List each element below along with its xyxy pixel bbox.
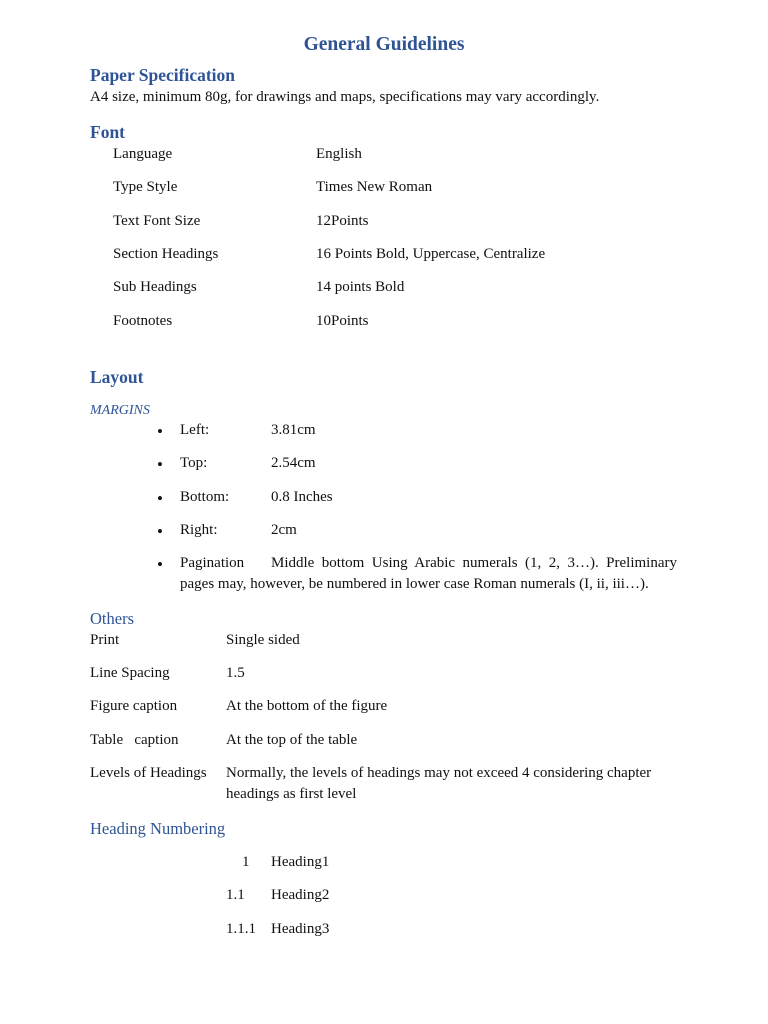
pagination-line1: Middle bottom Using Arabic numerals (1, 2, 3…). Preliminary bbox=[271, 555, 677, 571]
bullet-icon: • bbox=[157, 422, 163, 441]
others-row-label: Table caption bbox=[90, 732, 179, 748]
margin-label: Right: bbox=[180, 522, 218, 538]
font-row-label: Section Headings bbox=[113, 246, 219, 262]
font-row-value: 14 points Bold bbox=[316, 279, 405, 295]
font-row-value: English bbox=[316, 146, 362, 162]
margin-value: 3.81cm bbox=[271, 422, 316, 438]
bullet-icon: • bbox=[157, 455, 163, 474]
others-row-value: Single sided bbox=[226, 632, 300, 648]
bullet-icon: • bbox=[157, 489, 163, 508]
font-row-value: Times New Roman bbox=[316, 179, 433, 195]
pagination-line2: pages may, however, be numbered in lower case Roman numerals (I, ii, iii…). bbox=[180, 576, 649, 592]
margin-label: Left: bbox=[180, 422, 210, 438]
font-heading: Font bbox=[90, 122, 125, 142]
others-row-label: Print bbox=[90, 632, 120, 648]
font-row-value: 16 Points Bold, Uppercase, Centralize bbox=[316, 246, 546, 262]
others-row-label: Line Spacing bbox=[90, 665, 170, 681]
numbering-num: 1.1.1 bbox=[226, 921, 256, 937]
others-row-label: Figure caption bbox=[90, 698, 178, 714]
others-row-label: Levels of Headings bbox=[90, 765, 207, 781]
margin-label: Top: bbox=[180, 455, 208, 471]
margin-value: 2.54cm bbox=[271, 455, 316, 471]
numbering-label: Heading2 bbox=[271, 887, 330, 903]
numbering-label: Heading3 bbox=[271, 921, 330, 937]
others-row-value: At the top of the table bbox=[226, 732, 358, 748]
font-row-value: 10Points bbox=[316, 313, 369, 329]
others-row-value: 1.5 bbox=[226, 665, 245, 681]
page-title: General Guidelines bbox=[303, 34, 465, 55]
margin-label: Bottom: bbox=[180, 489, 230, 505]
bullet-icon: • bbox=[157, 555, 163, 574]
others-row-value: Normally, the levels of headings may not exceed 4 considering chapter headings as first level bbox=[226, 765, 652, 802]
font-row-label: Type Style bbox=[113, 179, 178, 195]
pagination-label: Pagination bbox=[180, 555, 245, 571]
paper-spec-heading: Paper Specification bbox=[90, 65, 236, 85]
paper-spec-text: A4 size, minimum 80g, for drawings and maps, specifications may vary accordingly. bbox=[90, 89, 600, 105]
others-row-value: At the bottom of the figure bbox=[226, 698, 388, 714]
font-row-label: Sub Headings bbox=[113, 279, 197, 295]
numbering-num: 1.1 bbox=[226, 887, 245, 903]
font-row-label: Footnotes bbox=[113, 313, 173, 329]
margin-value: 0.8 Inches bbox=[271, 489, 333, 505]
numbering-label: Heading1 bbox=[271, 854, 330, 870]
bullet-icon: • bbox=[157, 522, 163, 541]
font-row-label: Language bbox=[113, 146, 173, 162]
font-row-value: 12Points bbox=[316, 213, 369, 229]
font-row-label: Text Font Size bbox=[113, 213, 201, 229]
margin-value: 2cm bbox=[271, 522, 297, 538]
heading-numbering-heading: Heading Numbering bbox=[90, 819, 226, 838]
margins-label: MARGINS bbox=[90, 403, 150, 418]
pagination-item bbox=[180, 553, 677, 595]
others-heading: Others bbox=[90, 609, 134, 628]
numbering-num: 1 bbox=[242, 854, 250, 870]
layout-heading: Layout bbox=[90, 367, 144, 387]
